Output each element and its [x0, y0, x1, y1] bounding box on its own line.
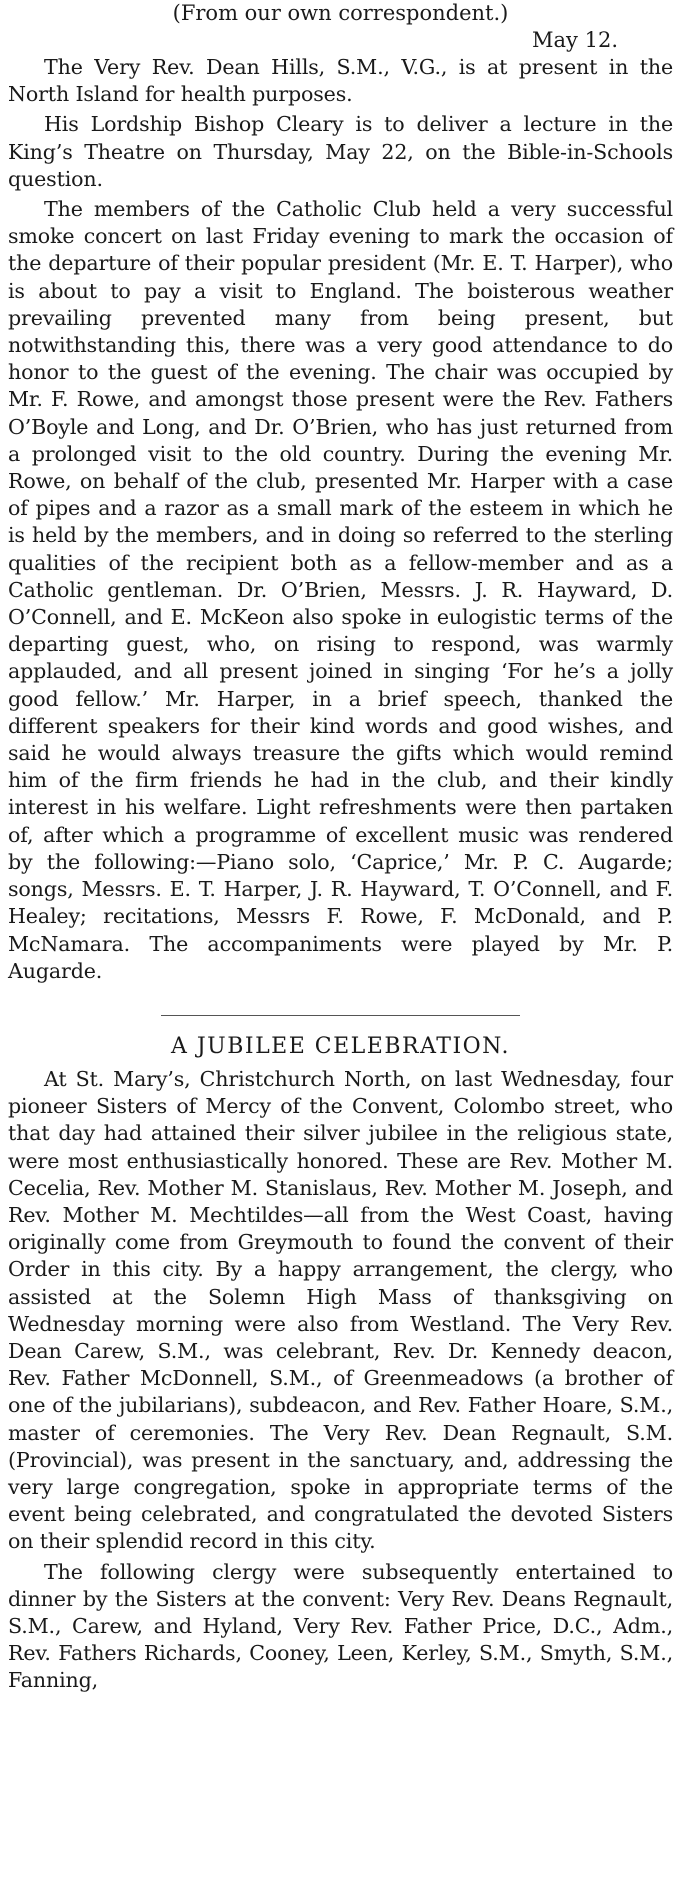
jubilee-paragraph-2: The following clergy were subsequently entertained to dinner by the Sisters at the convent: Very Rev. Deans Regnault, S.M., Carew, and Hyland, Very Rev. Father Price, D.C., Adm., Rev. Fathers Richards, Cooney, Leen, Kerley, S.M., Smyth, S.M., Fanning, [8, 1559, 673, 1693]
news-paragraph-dean-hills: The Very Rev. Dean Hills, S.M., V.G., is at present in the North Island for health purposes. [8, 55, 673, 107]
dateline: May 12. [532, 28, 618, 52]
news-paragraph-bishop-cleary: His Lordship Bishop Cleary is to deliver a lecture in the King’s Theatre on Thursday, May 22, on the Bible-in-Schools question. [8, 112, 673, 191]
jubilee-paragraph-1: At St. Mary’s, Christchurch North, on last Wednesday, four pioneer Sisters of Mercy of the Convent, Colombo street, who that day had attained their silver jubilee in the religious state, were most enthusiastically honored. These are Rev. Mother M. Cecelia, Rev. Mother M. Stanislaus, Rev. Mother M. Joseph, and Rev. Mother M. Mechtildes—all from the West Coast, having originally come from Greymouth to found the convent of their Order in this city. By a happy arrangement, the clergy, who assisted at the Solemn High Mass of thanksgiving on Wednesday morning were also from Westland. The Very Rev. Dean Carew, S.M., was celebrant, Rev. Dr. Kennedy deacon, Rev. Father McDonnell, S.M., of Greenmeadows (a brother of one of the jubilarians), subdeacon, and Rev. Father Hoare, S.M., master of ceremonies. The Very Rev. Dean Regnault, S.M. (Provincial), was present in the sanctuary, and, addressing the very large congregation, spoke in appropriate terms of the event being celebrated, and congratulated the devoted Sisters on their splendid record in this city. [8, 1066, 673, 1554]
news-paragraph-catholic-club: The members of the Catholic Club held a very successful smoke concert on last Friday evening to mark the occasion of the departure of their popular president (Mr. E. T. Harper), who is about to pay a visit to England. The boisterous weather prevailing prevented many from being present, but notwithstanding this, there was a very good attendance to do honor to the guest of the evening. The chair was occupied by Mr. F. Rowe, and amongst those present were the Rev. Fathers O’Boyle and Long, and Dr. O’Brien, who has just returned from a prolonged visit to the old country. During the evening Mr. Rowe, on behalf of the club, presented Mr. Harper with a case of pipes and a razor as a small mark of the esteem in which he is held by the members, and in doing so referred to the sterling qualities of the recipient both as a fellow-member and as a Catholic gentleman. Dr. O’Brien, Messrs. J. R. Hayward, D. O’Connell, and E. McKeon also spoke in eulogistic terms of the departing guest, who, on rising to respond, was warmly applauded, and all present joined in singing ‘For he’s a jolly good fellow.’ Mr. Harper, in a brief speech, thanked the different speakers for their kind words and good wishes, and said he would always treasure the gifts which would remind him of the firm friends he had in the club, and their kindly interest in his welfare. Light refreshments were then partaken of, after which a programme of excellent music was rendered by the following:—Piano solo, ‘Caprice,’ Mr. P. C. Augarde; songs, Messrs. E. T. Harper, J. R. Hayward, T. O’Connell, and F. Healey; recitations, Messrs F. Rowe, F. McDonald, and P. McNamara. The accompaniments were played by Mr. P. Augarde. [8, 197, 673, 983]
section-heading: A JUBILEE CELEBRATION. [170, 1033, 511, 1059]
correspondent-byline: (From our own correspondent.) [172, 1, 509, 25]
section-divider [161, 1015, 520, 1016]
